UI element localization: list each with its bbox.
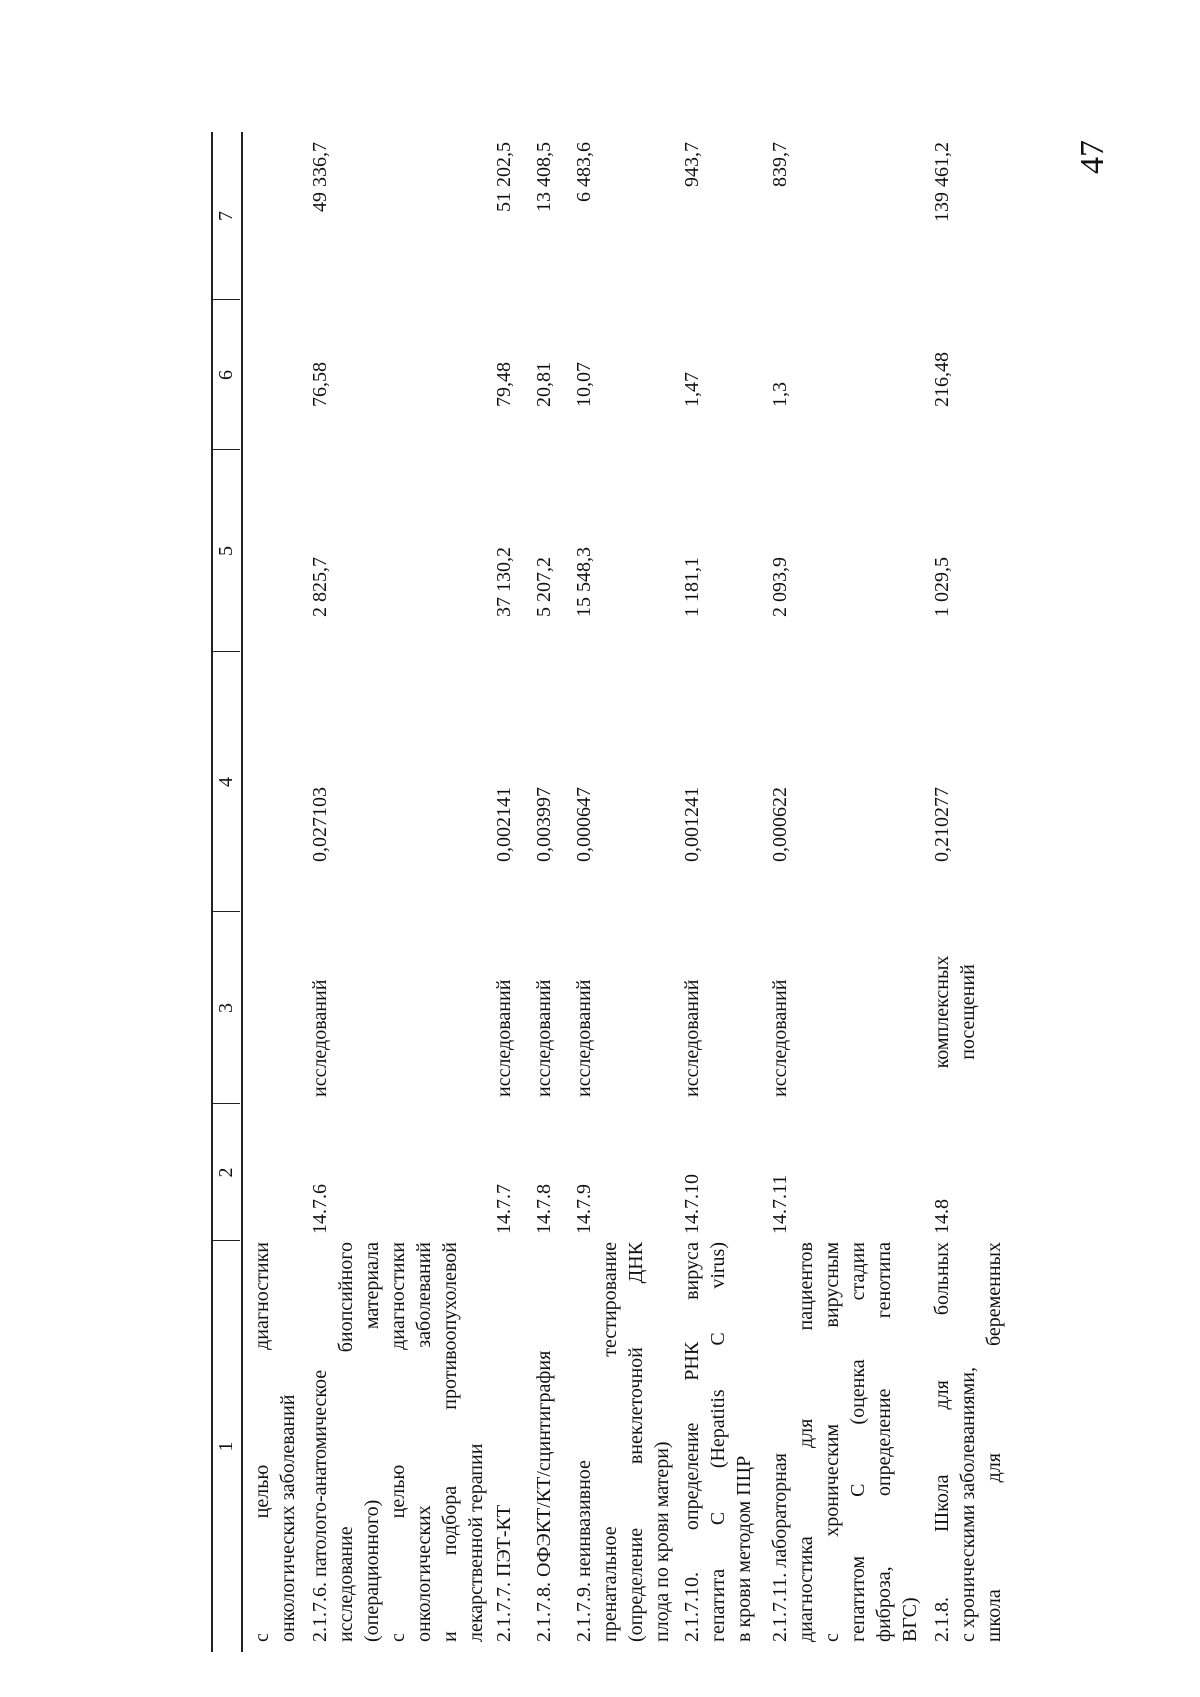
row-description: с целью диагностики онкологических заболеваний [251, 1242, 299, 1642]
row-col6: 1,3 [769, 382, 791, 407]
row-code: 14.7.8 [533, 1184, 555, 1234]
row-code: 14.7.11 [769, 1174, 791, 1234]
row-unit: комплексных посещений [931, 955, 979, 1069]
row-col7: 6 483,6 [573, 142, 595, 202]
row-code: 14.8 [931, 1199, 953, 1234]
row-unit: исследований [493, 979, 515, 1097]
row-col7: 839,7 [769, 142, 791, 187]
row-col7: 943,7 [681, 142, 703, 187]
row-col4: 0,000622 [769, 787, 791, 862]
row-col7: 139 461,2 [931, 142, 953, 222]
rotated-page [211, 132, 1005, 1652]
row-col7: 51 202,5 [493, 142, 515, 212]
row-unit: исследований [681, 979, 703, 1097]
header-col-1: 1 [215, 1441, 237, 1452]
row-col4: 0,210277 [931, 787, 953, 862]
row-col4: 0,027103 [309, 787, 331, 862]
header-col-5: 5 [215, 546, 237, 556]
row-col7: 13 408,5 [533, 142, 555, 212]
row-col6: 20,81 [533, 362, 555, 407]
header-col-7: 7 [215, 211, 237, 221]
header-col-4: 4 [215, 777, 237, 787]
row-description: 2.1.8. Школа для больных с хроническими заболеваниями, школа для беременных [931, 1242, 1005, 1642]
header-col-6: 6 [215, 370, 237, 380]
row-code: 14.7.10 [681, 1174, 703, 1234]
row-col4: 0,002141 [493, 787, 515, 862]
row-col6: 216,48 [931, 352, 953, 407]
header-bottom-border [241, 132, 243, 1652]
header-col-2: 2 [215, 1167, 237, 1178]
row-col6: 1,47 [681, 372, 703, 407]
row-col5: 1 029,5 [931, 557, 953, 617]
data-table [211, 132, 1005, 1652]
row-col5: 1 181,1 [681, 557, 703, 617]
header-col-3: 3 [215, 1003, 237, 1013]
row-col6: 79,48 [493, 362, 515, 407]
row-description: 2.1.7.11. лабораторная диагностика для пациентов с хроническим вирусным гепатитом С (оценка стадии фиброза, определение генотипа ВГС) [769, 1242, 921, 1642]
row-description: 2.1.7.8. ОФЭКТ/КТ/сцинтиграфия [533, 1350, 555, 1642]
row-col5: 5 207,2 [533, 557, 555, 617]
row-code: 14.7.7 [493, 1184, 515, 1234]
row-col6: 10,07 [573, 362, 595, 407]
row-description: 2.1.7.10. определение РНК вируса гепатита С (Hepatitis C virus) в крови методом ПЦР [681, 1242, 755, 1642]
page-number: 47 [1074, 140, 1111, 174]
row-unit: исследований [769, 979, 791, 1097]
row-code: 14.7.9 [573, 1184, 595, 1234]
row-unit: исследований [573, 979, 595, 1097]
row-code: 14.7.6 [309, 1184, 331, 1234]
row-col5: 2 825,7 [309, 557, 331, 617]
row-unit: исследований [533, 979, 555, 1097]
row-description: 2.1.7.6. патолого-анатомическое исследование биопсийного (операционного) материала с целью диагностики онкологических заболеваний и подбора противоопухолевой лекарственной терапии [309, 1242, 487, 1642]
row-col5: 2 093,9 [769, 557, 791, 617]
row-description: 2.1.7.7. ПЭТ-КТ [493, 1504, 515, 1642]
row-col7: 49 336,7 [309, 142, 331, 212]
row-col5: 15 548,3 [573, 547, 595, 617]
row-col6: 76,58 [309, 362, 331, 407]
row-unit: исследований [309, 979, 331, 1097]
row-col4: 0,003997 [533, 787, 555, 862]
row-col4: 0,000647 [573, 787, 595, 862]
row-col4: 0,001241 [681, 787, 703, 862]
row-description: 2.1.7.9. неинвазивное пренатальное тестирование (определение внеклеточной ДНК плода по крови матери) [573, 1242, 673, 1642]
row-col5: 37 130,2 [493, 547, 515, 617]
